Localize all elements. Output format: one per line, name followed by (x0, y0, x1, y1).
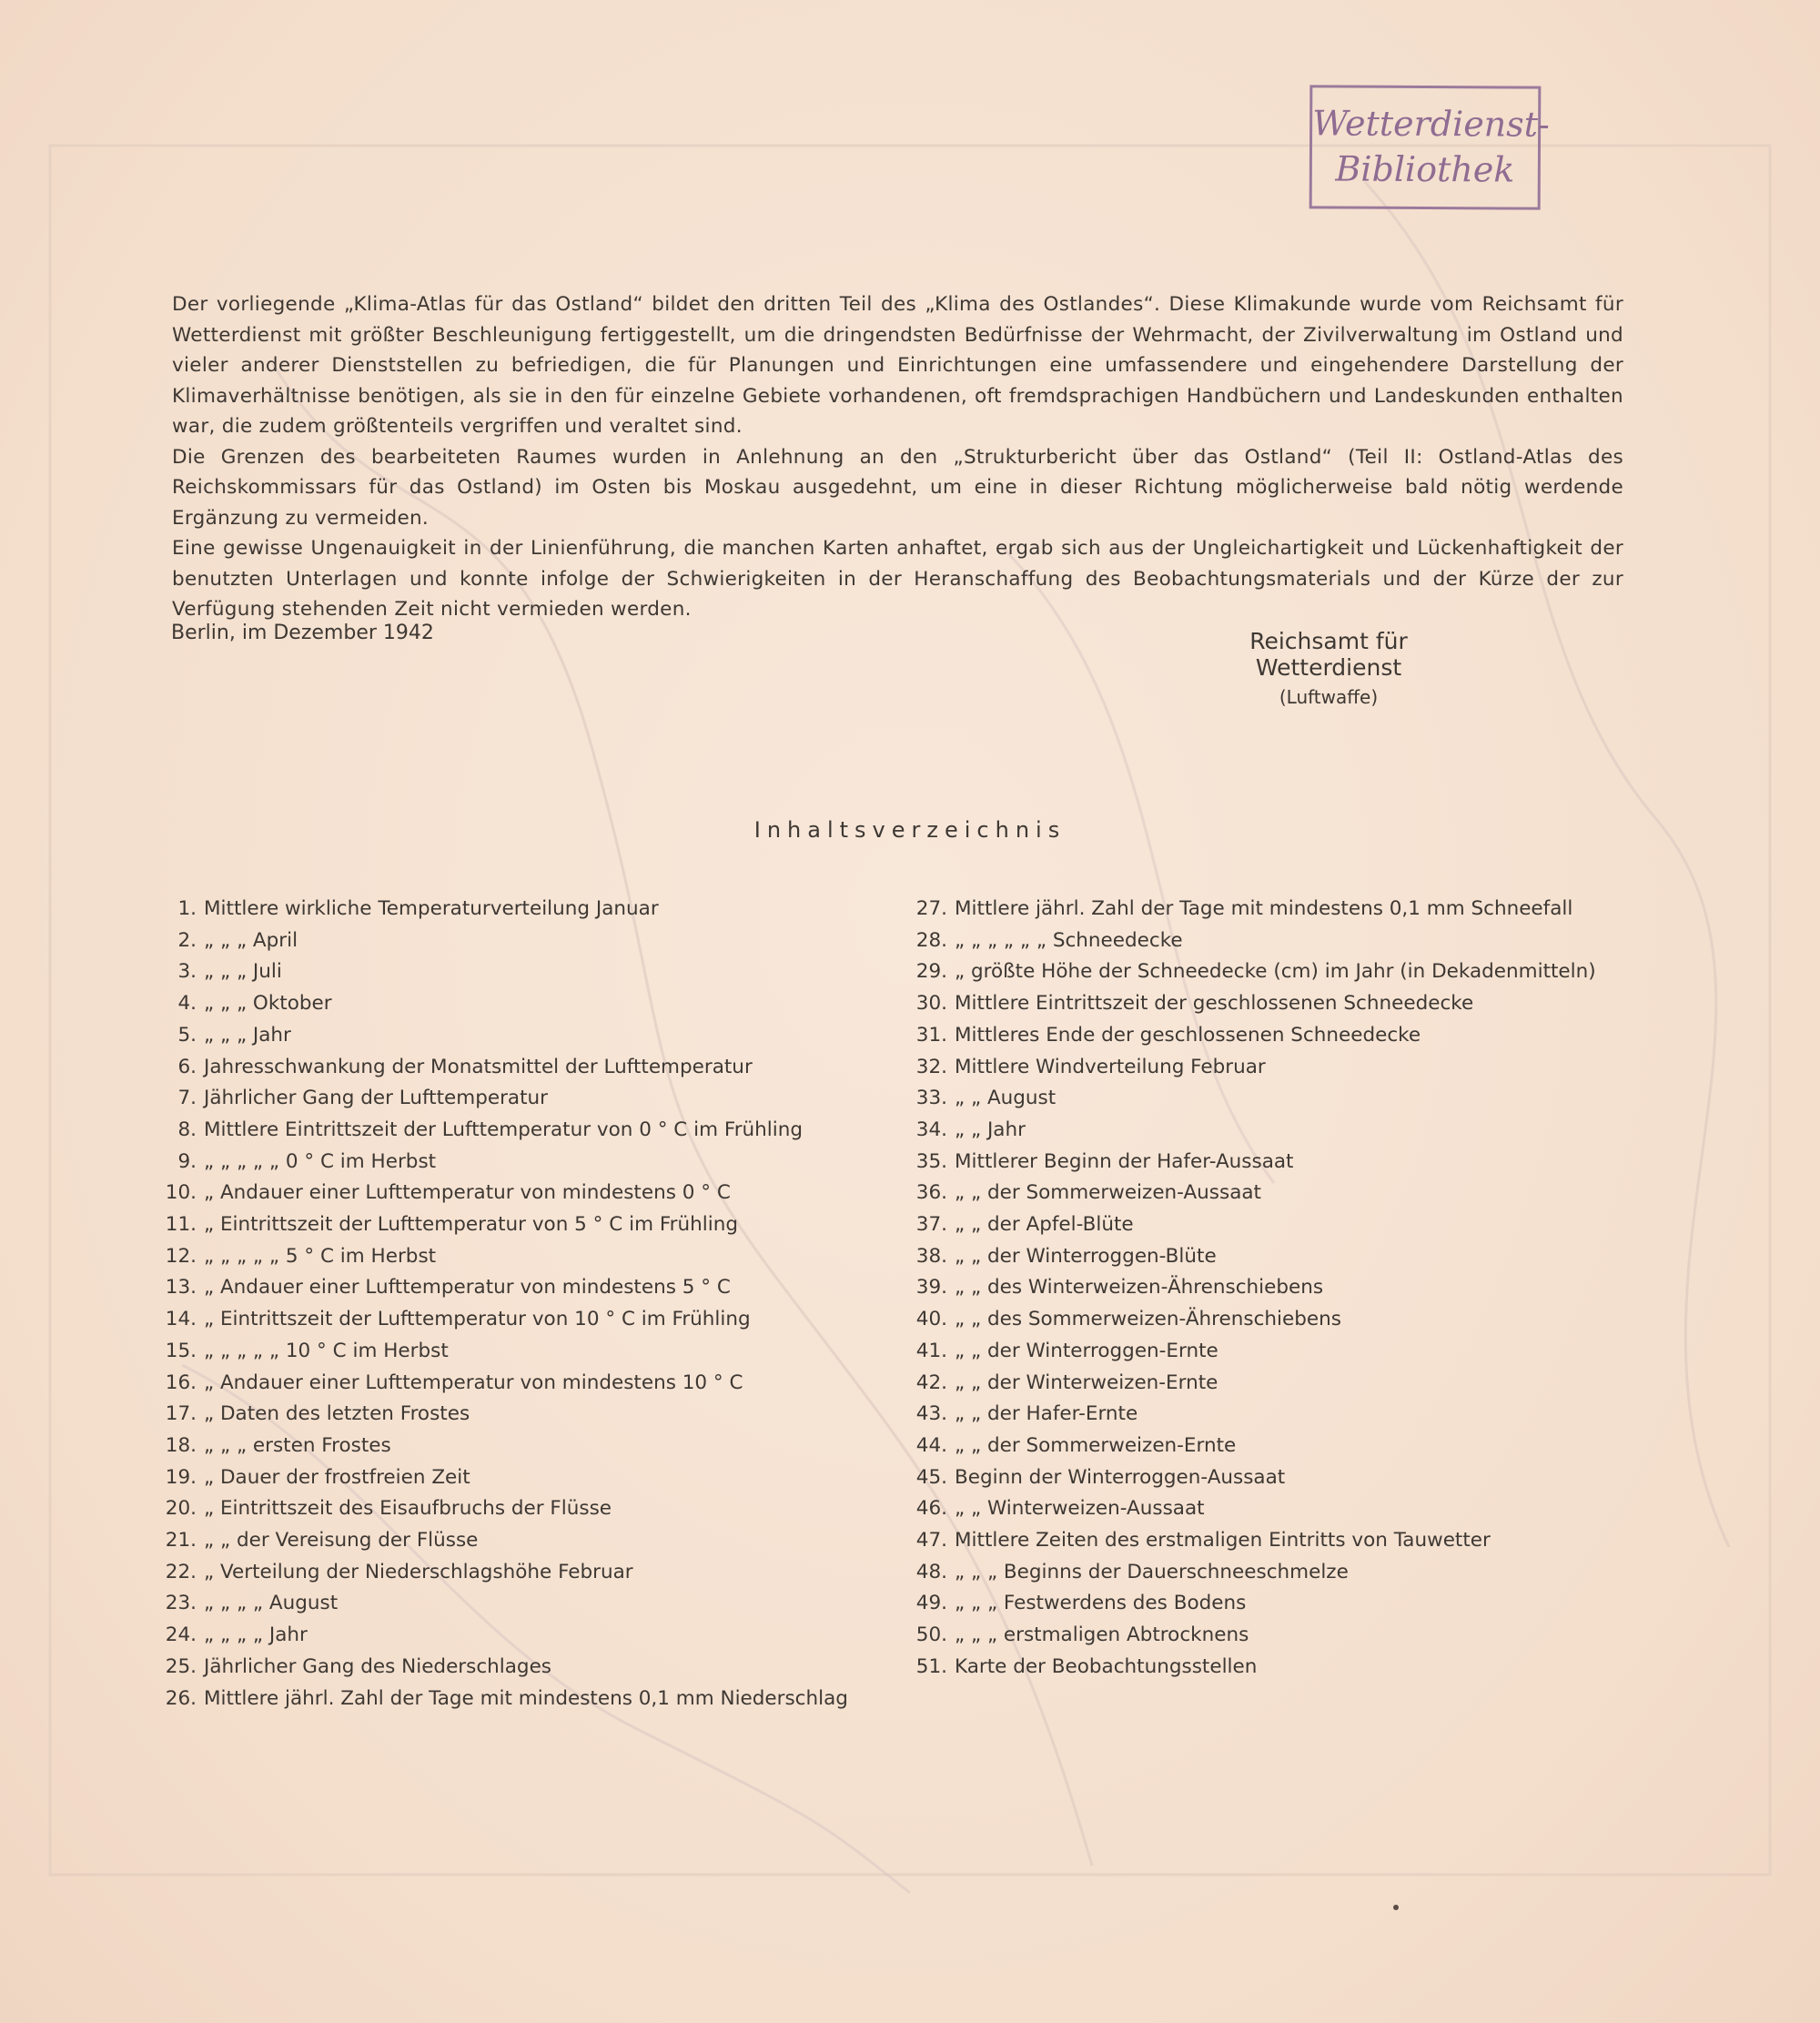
toc-entry-number: 32. (915, 1055, 947, 1078)
toc-entry-number: 10. (165, 1181, 197, 1205)
signature-organization: Reichsamt für Wetterdienst (1249, 628, 1408, 681)
toc-entry-number: 19. (165, 1465, 197, 1489)
toc-entry-text: „ „ Winterweizen-Aussaat (955, 1497, 1205, 1521)
toc-entry (146, 988, 874, 1020)
toc-entry-text: Mittlere Eintrittszeit der Lufttemperatur von 0 ° C im Frühling (204, 1118, 804, 1141)
toc-entry (146, 1368, 874, 1400)
toc-title: Inhaltsverzeichnis (753, 817, 1067, 843)
toc-entry-number: 12. (165, 1244, 197, 1268)
toc-entry (146, 1304, 874, 1336)
toc-entry-number: 40. (915, 1308, 947, 1331)
toc-entry (146, 1620, 874, 1652)
toc-entry-number: 29. (915, 960, 947, 984)
toc-entry-number: 45. (915, 1465, 947, 1489)
place-date: Berlin, im Dezember 1942 (171, 622, 434, 644)
toc-entry-text: „ „ August (955, 1087, 1057, 1110)
toc-entry-text: Jahresschwankung der Monatsmittel der Lufttemperatur (204, 1055, 753, 1078)
toc-right-column (896, 894, 1643, 1684)
toc-entry (896, 894, 1643, 926)
toc-entry-text: „ „ des Winterweizen-Ährenschiebens (955, 1276, 1324, 1300)
toc-entry-text: „ Eintrittszeit der Lufttemperatur von 10 ° C im Frühling (204, 1308, 751, 1331)
toc-entry-text: Mittlere jährl. Zahl der Tage mit mindestens 0,1 mm Niederschlag (204, 1686, 848, 1710)
toc-entry (146, 1462, 874, 1494)
toc-entry-number: 41. (915, 1339, 947, 1362)
toc-entry (146, 956, 874, 988)
toc-entry-number: 16. (165, 1371, 197, 1394)
intro-text (172, 289, 1623, 625)
toc-entry-number: 11. (165, 1213, 197, 1237)
toc-entry-number: 36. (915, 1181, 947, 1205)
toc-entry (146, 1209, 874, 1241)
toc-entry-number: 43. (915, 1402, 947, 1426)
toc-entry-text: Mittlere Zeiten des erstmaligen Eintritts von Tauwetter (955, 1529, 1491, 1553)
toc-entry-number: 17. (165, 1402, 197, 1426)
toc-entry-text: Beginn der Winterroggen-Aussaat (955, 1465, 1286, 1489)
toc-entry (896, 1557, 1643, 1589)
toc-entry (146, 1652, 874, 1684)
toc-entry-text: „ „ der Winterroggen-Blüte (955, 1244, 1217, 1268)
toc-entry-text: „ Andauer einer Lufttemperatur von mindestens 0 ° C (204, 1181, 731, 1205)
toc-entry-number: 49. (915, 1592, 947, 1615)
toc-entry (896, 956, 1643, 988)
toc-entry-text: „ „ „ ersten Frostes (204, 1433, 391, 1457)
toc-entry-number: 26. (165, 1686, 197, 1710)
toc-entry-text: Mittlerer Beginn der Hafer-Aussaat (955, 1149, 1294, 1173)
toc-entry-number: 51. (915, 1654, 947, 1678)
toc-entry-text: „ „ „ „ „ 10 ° C im Herbst (204, 1339, 449, 1362)
toc-entry-number: 8. (177, 1118, 197, 1141)
toc-entry-number: 20. (165, 1497, 197, 1521)
toc-entry (896, 988, 1643, 1020)
toc-entry (896, 1336, 1643, 1368)
toc-entry-text: „ Verteilung der Niederschlagshöhe Februar (204, 1560, 633, 1583)
toc-entry-number: 47. (915, 1529, 947, 1553)
toc-entry-number: 13. (165, 1276, 197, 1300)
toc-entry-number: 3. (177, 960, 197, 984)
toc-entry-text: „ „ der Winterroggen-Ernte (955, 1339, 1218, 1362)
stamp-line-1: Wetterdienst- (1312, 103, 1550, 145)
toc-entry-number: 21. (165, 1529, 197, 1553)
toc-entry-number: 42. (915, 1371, 947, 1394)
toc-entry (146, 1241, 874, 1273)
toc-entry-text: „ „ „ Jahr (204, 1023, 291, 1047)
toc-entry-text: „ „ „ Festwerdens des Bodens (955, 1592, 1247, 1615)
toc-entry (896, 1431, 1643, 1462)
toc-entry-number: 39. (915, 1276, 947, 1300)
toc-entry (896, 1462, 1643, 1494)
toc-entry-text: „ Andauer einer Lufttemperatur von mindestens 10 ° C (204, 1371, 743, 1394)
toc-entry (896, 1399, 1643, 1431)
toc-entry (146, 926, 874, 957)
toc-entry-text: „ „ „ „ Jahr (204, 1623, 308, 1647)
toc-entry (896, 926, 1643, 957)
toc-entry-text: Mittlere wirkliche Temperaturverteilung Januar (204, 897, 659, 920)
toc-entry-text: „ „ der Sommerweizen-Ernte (955, 1433, 1237, 1457)
toc-entry-text: „ Dauer der frostfreien Zeit (204, 1465, 470, 1489)
library-stamp (1309, 85, 1550, 209)
toc-entry-text: „ „ der Sommerweizen-Aussaat (955, 1181, 1261, 1205)
intro-paragraph: Der vorliegende „Klima-Atlas für das Ostland“ bildet den dritten Teil des „Klima des Ostlandes“. Diese Klimakunde wurde vom Reichsamt für Wetterdienst mit größter Beschleunigung fertiggestellt, um die dringendsten Bedürfnisse der Wehrmacht, der Zivilverwaltung im Ostland und vieler anderer Dienststellen zu befriedigen, die für Planungen und Einrichtungen eine umfassendere und eingehendere Darstellung der Klimaverhältnisse benötigen, als sie in den für einzelne Gebiete vorhandenen, oft fremdsprachigen Handbüchern und Landeskunden enthalten war, die zudem größtenteils vergriffen und veraltet sind. (172, 293, 1623, 438)
toc-entry (896, 1620, 1643, 1652)
toc-entry (896, 1147, 1643, 1178)
toc-entry (146, 1431, 874, 1462)
toc-entry-number: 23. (165, 1592, 197, 1615)
toc-entry (146, 1272, 874, 1304)
toc-entry-number: 33. (915, 1087, 947, 1110)
toc-entry (896, 1493, 1643, 1525)
toc-entry (146, 1336, 874, 1368)
toc-entry-number: 24. (165, 1623, 197, 1647)
toc-entry (146, 1115, 874, 1147)
toc-entry-text: Mittleres Ende der geschlossenen Schneedecke (955, 1023, 1421, 1047)
toc-entry-number: 18. (165, 1433, 197, 1457)
toc-entry-text: „ „ „ erstmaligen Abtrocknens (955, 1623, 1249, 1647)
toc-entry (896, 1525, 1643, 1557)
toc-entry-text: „ „ „ „ „ „ Schneedecke (955, 928, 1183, 952)
toc-entry-number: 37. (915, 1213, 947, 1237)
toc-entry-number: 1. (177, 897, 197, 920)
toc-entry (896, 1588, 1643, 1620)
toc-entry-text: „ „ „ „ August (204, 1592, 339, 1615)
toc-entry-number: 38. (915, 1244, 947, 1268)
toc-left-column (146, 894, 874, 1714)
toc-entry-text: Mittlere Eintrittszeit der geschlossenen Schneedecke (955, 992, 1474, 1016)
toc-entry (896, 1209, 1643, 1241)
toc-entry-number: 9. (177, 1149, 197, 1173)
toc-entry-number: 50. (915, 1623, 947, 1647)
toc-entry-text: „ „ Jahr (955, 1118, 1026, 1141)
toc-entry-number: 22. (165, 1560, 197, 1583)
toc-entry (146, 1178, 874, 1209)
toc-entry (896, 1052, 1643, 1084)
toc-entry (896, 1272, 1643, 1304)
toc-entry-text: „ „ „ Oktober (204, 992, 332, 1016)
toc-entry-number: 48. (915, 1560, 947, 1583)
toc-entry-text: „ Eintrittszeit des Eisaufbruchs der Flüsse (204, 1497, 612, 1521)
toc-entry (896, 1304, 1643, 1336)
toc-entry (146, 1525, 874, 1557)
toc-entry (896, 1368, 1643, 1400)
ink-dot (1393, 1905, 1399, 1910)
toc-entry (896, 1178, 1643, 1209)
toc-entry-number: 5. (177, 1023, 197, 1047)
toc-entry-number: 15. (165, 1339, 197, 1362)
toc-entry-text: „ „ der Winterweizen-Ernte (955, 1371, 1218, 1394)
toc-entry (146, 1399, 874, 1431)
toc-entry-text: „ „ der Vereisung der Flüsse (204, 1529, 479, 1553)
toc-entry-text: Jährlicher Gang der Lufttemperatur (204, 1087, 549, 1110)
toc-entry (146, 1588, 874, 1620)
toc-entry (146, 894, 874, 926)
toc-entry-text: Karte der Beobachtungsstellen (955, 1654, 1258, 1678)
intro-paragraph: Die Grenzen des bearbeiteten Raumes wurden in Anlehnung an den „Strukturbericht über das Ostland“ (Teil II: Ostland-Atlas des Reichskommissars für das Ostland) im Osten bis Moskau ausgedehnt, um eine in dieser Richtung möglicherweise bald nötig werdende Ergänzung zu vermeiden. (172, 445, 1623, 530)
toc-entry (896, 1241, 1643, 1273)
toc-entry (146, 1684, 874, 1715)
toc-entry-text: „ „ der Hafer-Ernte (955, 1402, 1138, 1426)
toc-entry-number: 2. (177, 928, 197, 952)
toc-entry (146, 1052, 874, 1084)
stamp-line-2: Bibliothek (1335, 148, 1515, 190)
toc-entry-number: 44. (915, 1433, 947, 1457)
toc-entry-text: Mittlere Windverteilung Februar (955, 1055, 1266, 1078)
toc-entry-number: 4. (177, 992, 197, 1016)
toc-entry-number: 30. (915, 992, 947, 1016)
intro-paragraph: Eine gewisse Ungenauigkeit in der Linienführung, die manchen Karten anhaftet, ergab sich aus der Ungleichartigkeit und Lückenhaftigkeit der benutzten Unterlagen und konnte infolge der Schwierigkeiten in der Heranschaffung des Beobachtungsmaterials und der Kürze der zur Verfügung stehenden Zeit nicht vermieden werden. (172, 537, 1623, 621)
toc-entry (146, 1147, 874, 1178)
toc-entry-text: „ „ „ Beginns der Dauerschneeschmelze (955, 1560, 1349, 1583)
toc-entry-text: „ Eintrittszeit der Lufttemperatur von 5 ° C im Frühling (204, 1213, 738, 1237)
toc-entry-text: „ Andauer einer Lufttemperatur von mindestens 5 ° C (204, 1276, 731, 1300)
toc-entry (896, 1020, 1643, 1052)
toc-entry (896, 1115, 1643, 1147)
toc-entry-number: 34. (915, 1118, 947, 1141)
toc-entry (146, 1083, 874, 1115)
toc-entry (146, 1557, 874, 1589)
toc-entry-number: 46. (915, 1497, 947, 1521)
toc-entry-text: Mittlere jährl. Zahl der Tage mit mindestens 0,1 mm Schneefall (955, 897, 1573, 920)
signature-block (1183, 628, 1474, 708)
toc-entry (896, 1083, 1643, 1115)
toc-entry (146, 1493, 874, 1525)
toc-entry-text: „ „ „ „ „ 0 ° C im Herbst (204, 1149, 437, 1173)
toc-entry-text: „ „ „ Juli (204, 960, 282, 984)
toc-entry-text: „ „ des Sommerweizen-Ährenschiebens (955, 1308, 1341, 1331)
toc-entry-number: 25. (165, 1654, 197, 1678)
toc-entry-text: „ „ „ „ „ 5 ° C im Herbst (204, 1244, 437, 1268)
toc-entry-number: 6. (177, 1055, 197, 1078)
toc-entry-text: „ größte Höhe der Schneedecke (cm) im Jahr (in Dekadenmitteln) (955, 960, 1596, 984)
signature-subtitle: (Luftwaffe) (1279, 686, 1379, 708)
toc-entry-number: 35. (915, 1149, 947, 1173)
toc-entry-number: 7. (177, 1087, 197, 1110)
toc-entry-text: „ Daten des letzten Frostes (204, 1402, 470, 1426)
toc-entry-number: 28. (915, 928, 947, 952)
toc-entry-text: „ „ der Apfel-Blüte (955, 1213, 1134, 1237)
toc-entry-number: 14. (165, 1308, 197, 1331)
toc-entry-number: 31. (915, 1023, 947, 1047)
toc-entry (896, 1652, 1643, 1684)
toc-entry-text: „ „ „ April (204, 928, 298, 952)
toc-entry (146, 1020, 874, 1052)
toc-entry-text: Jährlicher Gang des Niederschlages (204, 1654, 552, 1678)
toc-entry-number: 27. (915, 897, 947, 920)
